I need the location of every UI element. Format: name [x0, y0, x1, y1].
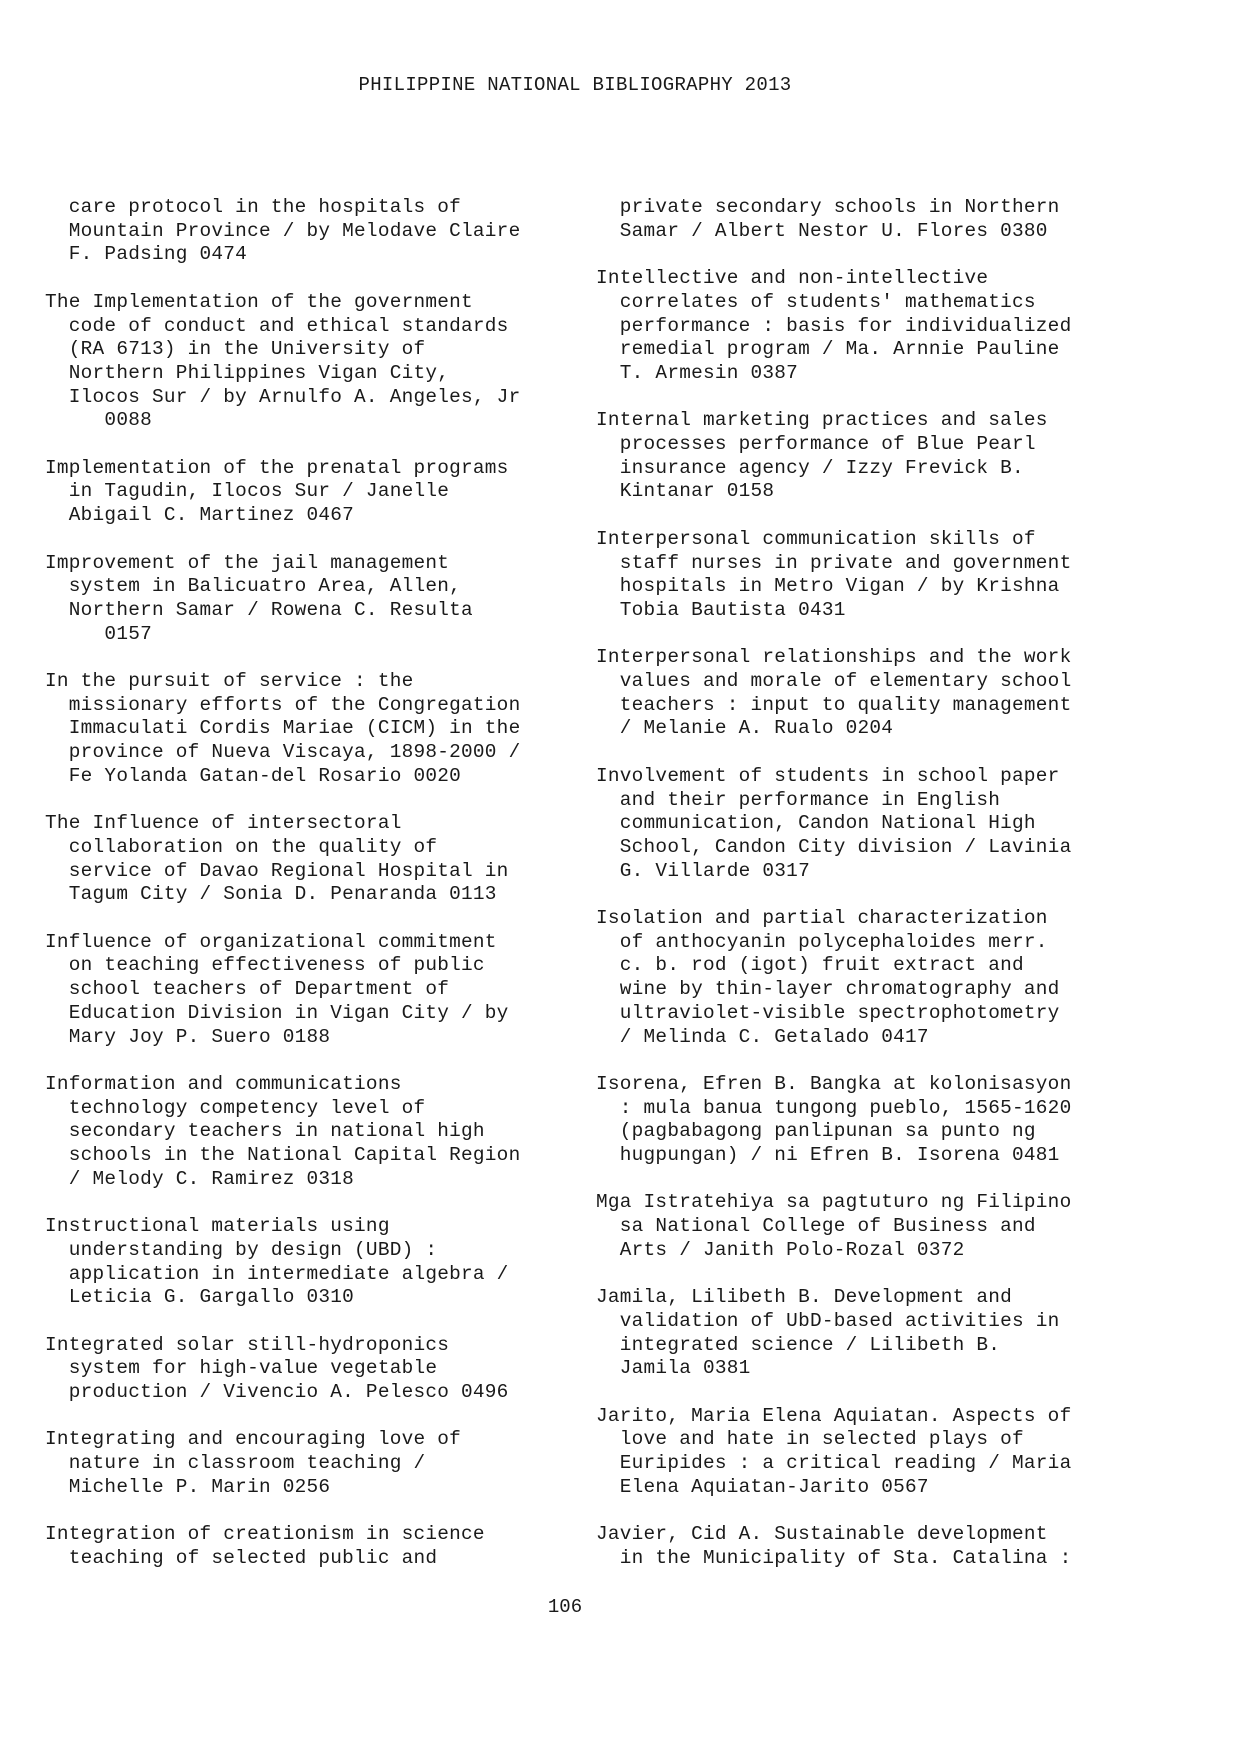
entry-line: insurance agency / Izzy Frevick B. — [596, 456, 1024, 479]
entry-line: staff nurses in private and government — [596, 551, 1072, 574]
entry-line: values and morale of elementary school — [596, 670, 1072, 692]
right-column — [596, 196, 1116, 1594]
entry-line: Immaculati Cordis Mariae (CICM) in the — [45, 717, 521, 740]
entry-line: 0157 — [45, 622, 152, 645]
entry-line: Integration of creationism in science — [45, 1523, 485, 1546]
entry-line: Elena Aquiatan-Jarito 0567 — [596, 1475, 929, 1498]
entry-line: processes performance of Blue Pearl — [596, 433, 1036, 455]
entry-line: and their performance in English — [596, 788, 1001, 811]
entry-line: validation of UbD-based activities in — [596, 1309, 1060, 1332]
bibliography-entry — [45, 457, 565, 528]
entry-line: (RA 6713) in the University of — [45, 338, 426, 361]
entry-line: collaboration on the quality of — [45, 835, 438, 858]
bibliography-entry — [596, 1405, 1116, 1500]
entry-line: Education Division in Vigan City / by — [45, 1001, 509, 1024]
bibliography-entry — [45, 670, 565, 789]
bibliography-entry — [45, 812, 565, 907]
entry-line: The Influence of intersectoral — [45, 812, 402, 835]
entry-line: system in Balicuatro Area, Allen, — [45, 575, 462, 598]
entry-line: Mountain Province / by Melodave Claire — [45, 219, 521, 242]
entry-line: Isolation and partial characterization — [596, 907, 1048, 929]
entry-line: G. Villarde 0317 — [596, 859, 810, 882]
entry-line: The Implementation of the government — [45, 290, 473, 313]
entry-line: teaching of selected public and — [45, 1546, 438, 1569]
entry-line: missionary efforts of the Congregation — [45, 693, 521, 716]
entry-line: code of conduct and ethical standards — [45, 314, 509, 337]
entry-line: Involvement of students in school paper — [596, 764, 1060, 787]
entry-line: nature in classroom teaching / — [45, 1452, 426, 1475]
entry-line: Tagum City / Sonia D. Penaranda 0113 — [45, 883, 497, 906]
entry-line: Abigail C. Martinez 0467 — [45, 504, 355, 527]
entry-line: / Melody C. Ramirez 0318 — [45, 1167, 355, 1190]
entry-line: sa National College of Business and — [596, 1215, 1036, 1238]
bibliography-entry — [596, 1191, 1116, 1262]
bibliography-entry — [596, 528, 1116, 623]
entry-line: understanding by design (UBD) : — [45, 1238, 438, 1261]
entry-line: Leticia G. Gargallo 0310 — [45, 1286, 355, 1309]
entry-line: F. Padsing 0474 — [45, 243, 248, 266]
bibliography-entry — [45, 291, 565, 433]
entry-line: Information and communications — [45, 1072, 402, 1095]
entry-line: School, Candon City division / Lavinia — [596, 835, 1072, 858]
entry-line: in the Municipality of Sta. Catalina : — [596, 1546, 1072, 1569]
entry-line: Instructional materials using — [45, 1215, 390, 1238]
entry-line: province of Nueva Viscaya, 1898-2000 / — [45, 741, 521, 764]
entry-line: Interpersonal relationships and the work — [596, 646, 1072, 669]
entry-line: Jamila 0381 — [596, 1357, 751, 1380]
entry-line: communication, Candon National High — [596, 812, 1036, 835]
entry-line: Tobia Bautista 0431 — [596, 598, 846, 621]
bibliography-entry — [45, 1428, 565, 1499]
entry-line: secondary teachers in national high — [45, 1120, 485, 1143]
entry-line: Intellective and non-intellective — [596, 267, 989, 290]
entry-line: Mga Istratehiya sa pagtuturo ng Filipino — [596, 1191, 1072, 1214]
entry-line: teachers : input to quality management — [596, 693, 1072, 716]
entry-line: application in intermediate algebra / — [45, 1262, 509, 1285]
entry-line: In the pursuit of service : the — [45, 670, 414, 692]
entry-line: Northern Philippines Vigan City, — [45, 361, 450, 384]
entry-line: in Tagudin, Ilocos Sur / Janelle — [45, 480, 450, 503]
entry-line: Implementation of the prenatal programs — [45, 456, 509, 479]
bibliography-entry — [596, 409, 1116, 504]
bibliography-entry — [596, 1286, 1116, 1381]
bibliography-entry — [45, 931, 565, 1050]
entry-line: hospitals in Metro Vigan / by Krishna — [596, 575, 1060, 598]
entry-line: Michelle P. Marin 0256 — [45, 1475, 331, 1498]
entry-line: of anthocyanin polycephaloides merr. — [596, 930, 1048, 953]
entry-line: Euripides : a critical reading / Maria — [596, 1452, 1072, 1475]
entry-line: Samar / Albert Nestor U. Flores 0380 — [596, 219, 1048, 242]
entry-line: Internal marketing practices and sales — [596, 409, 1048, 432]
entry-line: Northern Samar / Rowena C. Resulta — [45, 598, 473, 621]
entry-line: production / Vivencio A. Pelesco 0496 — [45, 1381, 509, 1404]
entry-line: Jamila, Lilibeth B. Development and — [596, 1286, 1013, 1309]
entry-line: private secondary schools in Northern — [596, 196, 1060, 218]
entry-line: 0088 — [45, 409, 152, 432]
bibliography-entry — [596, 646, 1116, 741]
entry-line: : mula banua tungong pueblo, 1565-1620 — [596, 1096, 1072, 1119]
bibliography-entry — [45, 1073, 565, 1192]
entry-line: wine by thin-layer chromatography and — [596, 978, 1060, 1001]
bibliography-entry — [596, 907, 1116, 1049]
entry-line: Integrating and encouraging love of — [45, 1428, 462, 1451]
bibliography-entry — [596, 267, 1116, 386]
entry-line: love and hate in selected plays of — [596, 1428, 1024, 1451]
entry-line: correlates of students' mathematics — [596, 290, 1036, 313]
entry-line: ultraviolet-visible spectrophotometry — [596, 1001, 1060, 1024]
bibliography-entry — [596, 765, 1116, 884]
entry-line: system for high-value vegetable — [45, 1357, 438, 1380]
entry-line: Integrated solar still-hydroponics — [45, 1333, 450, 1356]
entry-line: / Melanie A. Rualo 0204 — [596, 717, 894, 740]
bibliography-entry — [45, 552, 565, 647]
entry-line: / Melinda C. Getalado 0417 — [596, 1025, 929, 1048]
entry-line: c. b. rod (igot) fruit extract and — [596, 954, 1024, 977]
entry-line: hugpungan) / ni Efren B. Isorena 0481 — [596, 1144, 1060, 1167]
page-number: 106 — [547, 1596, 583, 1618]
entry-line: (pagbabagong panlipunan sa punto ng — [596, 1120, 1036, 1143]
entry-line: Isorena, Efren B. Bangka at kolonisasyon — [596, 1072, 1072, 1095]
entry-line: school teachers of Department of — [45, 978, 450, 1001]
entry-line: Javier, Cid A. Sustainable development — [596, 1523, 1048, 1546]
entry-line: T. Armesin 0387 — [596, 361, 799, 384]
entry-line: care protocol in the hospitals of — [45, 196, 462, 218]
left-column — [45, 196, 565, 1594]
entry-line: Jarito, Maria Elena Aquiatan. Aspects of — [596, 1404, 1072, 1427]
entry-line: on teaching effectiveness of public — [45, 954, 485, 977]
entry-line: performance : basis for individualized — [596, 314, 1072, 337]
entry-line: Influence of organizational commitment — [45, 930, 497, 953]
entry-line: technology competency level of — [45, 1096, 426, 1119]
entry-line: integrated science / Lilibeth B. — [596, 1333, 1001, 1356]
entry-line: Kintanar 0158 — [596, 480, 775, 503]
bibliography-entry — [45, 196, 565, 267]
entry-line: Improvement of the jail management — [45, 551, 450, 574]
entry-line: Arts / Janith Polo-Rozal 0372 — [596, 1238, 965, 1261]
entry-line: schools in the National Capital Region — [45, 1144, 521, 1167]
bibliography-entry — [45, 1215, 565, 1310]
running-head: PHILIPPINE NATIONAL BIBLIOGRAPHY 2013 — [358, 74, 792, 96]
entry-line: Fe Yolanda Gatan-del Rosario 0020 — [45, 764, 462, 787]
bibliography-entry — [45, 1334, 565, 1405]
bibliography-entry — [596, 1073, 1116, 1168]
entry-line: service of Davao Regional Hospital in — [45, 859, 509, 882]
entry-line: remedial program / Ma. Arnnie Pauline — [596, 338, 1060, 361]
entry-line: Mary Joy P. Suero 0188 — [45, 1025, 331, 1048]
bibliography-entry — [45, 1523, 565, 1570]
entry-line: Interpersonal communication skills of — [596, 527, 1036, 550]
bibliography-entry — [596, 196, 1116, 243]
entry-line: Ilocos Sur / by Arnulfo A. Angeles, Jr — [45, 385, 521, 408]
bibliography-entry — [596, 1523, 1116, 1570]
